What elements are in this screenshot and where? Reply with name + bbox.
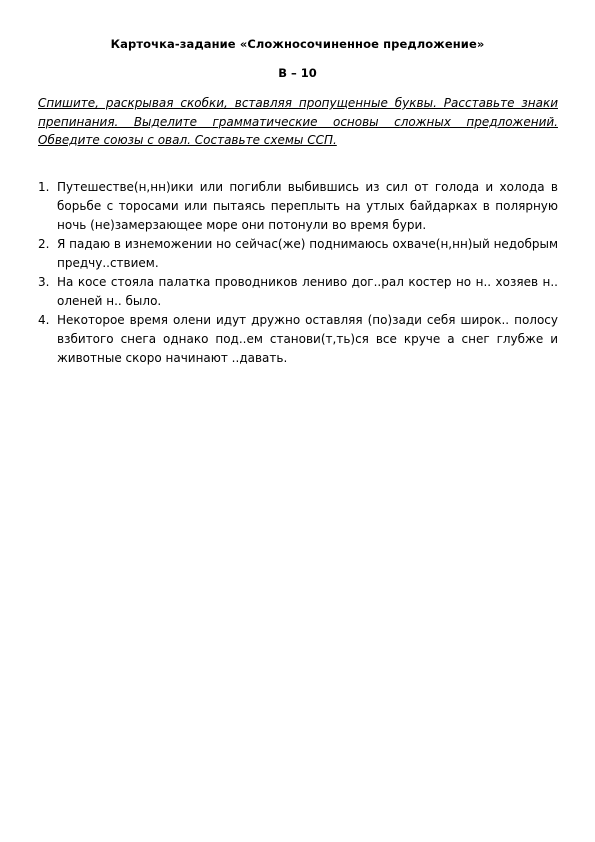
task-item-4 (38, 311, 558, 368)
task-text: Некоторое время олени идут дружно оставляя (по)зади себя широк.. полосу взбитого снега однако под..ем станови(т,ть)ся все круче а снег глубже и животные скоро начинают ..давать. (57, 313, 558, 365)
task-number: 1. (38, 180, 50, 194)
task-text: На косе стояла палатка проводников лениво дог..рал костер но н.. хозяев н.. оленей н.. было. (57, 275, 558, 308)
task-item-3 (38, 273, 558, 311)
task-instruction: Спишите, раскрывая скобки, вставляя пропущенные буквы. Расставьте знаки препинания. Выделите грамматические основы сложных предложений. Обведите союзы с овал. Составьте схемы ССП. (38, 96, 558, 147)
task-text: Путешестве(н,нн)ики или погибли выбившись из сил от голода и холода в борьбе с торосами или пытаясь переплыть на утлых байдарках в полярную ночь (не)замерзающее море они потонули во время бури. (57, 180, 558, 232)
task-list (38, 178, 558, 368)
variant-label: В – 10 (278, 66, 317, 80)
task-item-2 (38, 235, 558, 273)
task-number: 2. (38, 237, 50, 251)
task-number: 3. (38, 275, 50, 289)
task-text: Я падаю в изнеможении но сейчас(же) поднимаюсь охваче(н,нн)ый недобрым предчу..ствием. (57, 237, 558, 270)
task-number: 4. (38, 313, 50, 327)
document-title: Карточка-задание «Сложносочиненное предложение» (110, 37, 485, 51)
task-item-1 (38, 178, 558, 235)
